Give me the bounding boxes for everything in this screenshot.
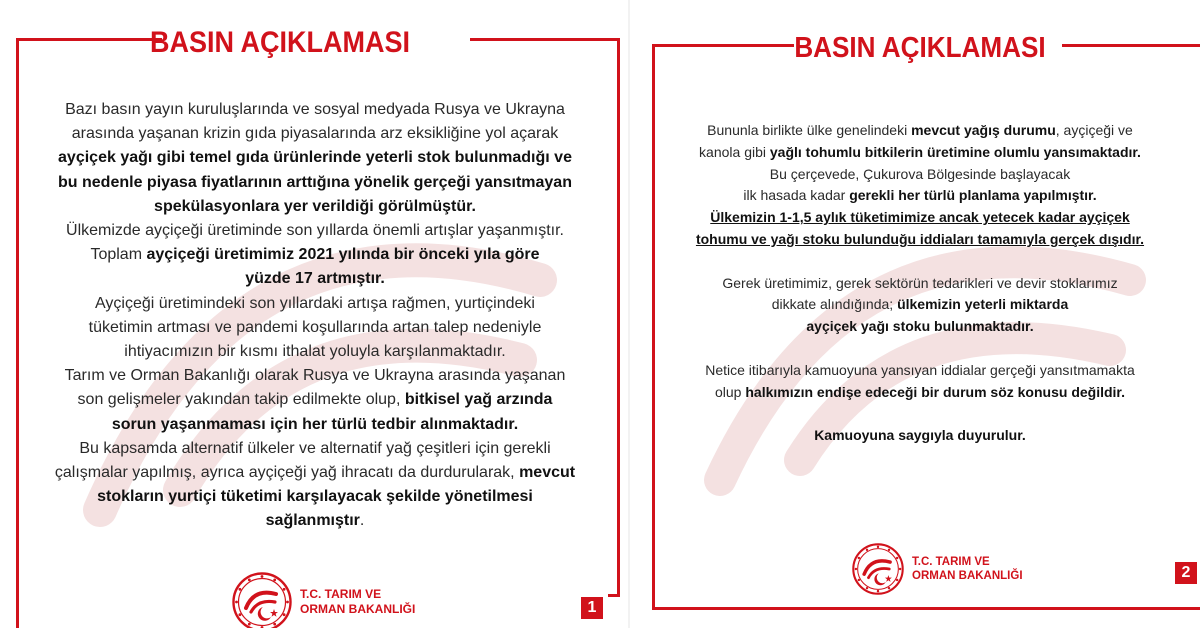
- text-line: [30, 171, 600, 195]
- page-title: BASIN AÇIKLAMASI: [794, 32, 1046, 64]
- text-line: [665, 382, 1175, 404]
- text-segment: Bununla birlikte ülke genelindeki: [707, 122, 912, 138]
- emphasized-text: stokların yurtiçi tüketimi karşılayacak şekilde yönetilmesi: [97, 488, 533, 506]
- text-segment: Bazı basın yayın kuruluşlarında ve sosyal medyada Rusya ve Ukrayna: [65, 101, 565, 118]
- ministry-name-line1: T.C. TARIM VE: [912, 555, 990, 568]
- text-segment: çalışmalar yapılmış, ayrıca ayçiçeği yağ ihracatı da durdurularak,: [54, 464, 520, 482]
- text-segment: olup: [715, 383, 746, 400]
- text-line: [30, 509, 600, 533]
- text-segment: ihtiyacımızın bir kısmı ithalat yoluyla karşılanmaktadır.: [124, 343, 506, 361]
- page-title: BASIN AÇIKLAMASI: [149, 26, 410, 59]
- text-line: [665, 360, 1175, 382]
- frame-top-left: [652, 44, 794, 47]
- emphasized-text: bitkisel yağ arzında: [404, 391, 553, 409]
- text-segment: kanola gibi: [699, 143, 770, 160]
- frame-right: [617, 38, 620, 594]
- text-line: [30, 292, 600, 316]
- text-segment: Netice itibarıyla kamuoyuna yansıyan iddialar gerçeği yansıtmamakta: [705, 361, 1135, 378]
- text-line: [30, 146, 600, 170]
- emphasized-text: ayçiçeği üretimimiz 2021 yılında bir önceki yıla göre: [146, 246, 540, 264]
- ministry-logo: [852, 543, 1023, 595]
- text-line: [665, 164, 1175, 186]
- text-line: [30, 485, 600, 509]
- frame-bottom-right: [608, 594, 620, 597]
- frame-left: [16, 38, 19, 628]
- text-segment: Gerek üretimimiz, gerek sektörün tedarikleri ve devir stoklarımız: [722, 274, 1118, 291]
- emphasized-text: ayçiçek yağı stoku bulunmaktadır.: [806, 318, 1034, 335]
- text-line: [30, 340, 600, 364]
- ministry-name-line2: ORMAN BAKANLIĞI: [300, 602, 416, 616]
- emphasized-text: Kamuoyuna saygıyla duyurulur.: [814, 427, 1026, 444]
- text-line: [665, 273, 1175, 295]
- paragraph-gap: [665, 403, 1175, 425]
- text-segment: arasında yaşanan krizin gıda piyasalarında arz eksikliğine yol açarak: [71, 125, 559, 143]
- text-segment: Bu çerçevede, Çukurova Bölgesinde başlayacak: [769, 165, 1071, 182]
- paragraph-gap: [665, 251, 1175, 273]
- frame-top-right: [1062, 44, 1200, 47]
- ministry-emblem-icon: [852, 543, 904, 595]
- frame-top-right: [470, 38, 620, 41]
- emphasized-text: mevcut: [519, 464, 576, 482]
- text-line: [665, 142, 1175, 164]
- text-line: [665, 120, 1175, 142]
- emphasized-text: Ülkemizin 1-1,5 aylık tüketimimize ancak yetecek kadar ayçiçek: [710, 209, 1130, 226]
- text-line: [30, 219, 600, 243]
- emphasized-text: bu nedenle piyasa fiyatlarının arttığına yönelik gerçeği yansıtmayan: [58, 173, 572, 191]
- text-line: [30, 243, 600, 267]
- page-number: 2: [1175, 562, 1197, 584]
- emphasized-text: ülkemizin yeterli miktarda: [897, 296, 1069, 313]
- emphasized-text: sorun yaşanmaması için her türlü tedbir alınmaktadır.: [111, 415, 519, 433]
- text-line: [30, 316, 600, 340]
- text-segment: Ayçiçeği üretimindeki son yıllardaki artışa rağmen, yurtiçindeki: [95, 294, 535, 312]
- text-segment: son gelişmeler yakından takip edilmekte olup,: [77, 391, 405, 409]
- ministry-logo: [232, 572, 415, 628]
- emphasized-text: ayçiçek yağı gibi temel gıda ürünlerinde yeterli stok bulunmadığı ve: [58, 149, 572, 167]
- ministry-name-line1: T.C. TARIM VE: [300, 587, 382, 601]
- text-line: [30, 413, 600, 437]
- text-line: [665, 207, 1175, 229]
- emphasized-text: mevcut yağış durumu: [911, 122, 1056, 138]
- text-line: [665, 425, 1175, 447]
- emphasized-text: gerekli her türlü planlama yapılmıştır.: [849, 187, 1097, 204]
- text-line: [665, 229, 1175, 251]
- text-line: [665, 185, 1175, 207]
- text-segment: , ayçiçeği ve: [1055, 122, 1133, 138]
- emphasized-text: yağlı tohumlu bitkilerin üretimine olumlu yansımaktadır.: [769, 143, 1141, 160]
- ministry-name-line2: ORMAN BAKANLIĞI: [912, 570, 1023, 582]
- text-line: [665, 316, 1175, 338]
- frame-bottom: [652, 607, 1200, 610]
- frame-left: [652, 44, 655, 610]
- text-segment: dikkate alındığında;: [771, 296, 898, 313]
- emphasized-text: spekülasyonlara yer verildiği görülmüştür.: [154, 197, 476, 215]
- text-segment: Bu kapsamda alternatif ülkeler ve alternatif yağ çeşitleri için gerekli: [79, 439, 551, 457]
- press-release-body: [30, 98, 600, 534]
- text-line: [30, 122, 600, 146]
- text-line: [30, 267, 600, 291]
- text-segment: ilk hasada kadar: [743, 187, 850, 204]
- text-line: [30, 388, 600, 412]
- text-segment: tüketimin artması ve pandemi koşullarında artan talep nedeniyle: [88, 318, 542, 336]
- text-line: [30, 364, 600, 388]
- text-segment: .: [359, 512, 365, 530]
- text-segment: Tarım ve Orman Bakanlığı olarak Rusya ve Ukrayna arasında yaşanan: [64, 367, 566, 385]
- emphasized-text: halkımızın endişe edeceği bir durum söz konusu değildir.: [745, 383, 1125, 400]
- text-line: [30, 195, 600, 219]
- text-segment: Ülkemizde ayçiçeği üretiminde son yıllarda önemli artışlar yaşanmıştır.: [66, 222, 564, 240]
- ministry-name: [912, 555, 1023, 584]
- text-line: [30, 437, 600, 461]
- press-release-page-2: [630, 0, 1200, 628]
- emphasized-text: yüzde 17 artmıştır.: [245, 270, 385, 288]
- text-segment: Toplam: [90, 246, 147, 264]
- ministry-emblem-icon: [232, 572, 292, 628]
- emphasized-text: sağlanmıştır: [265, 512, 360, 530]
- text-line: [665, 294, 1175, 316]
- text-line: [30, 98, 600, 122]
- page-number: 1: [581, 597, 603, 619]
- emphasized-text: tohumu ve yağı stoku bulunduğu iddiaları tamamıyla gerçek dışıdır.: [695, 230, 1145, 247]
- press-release-body: [665, 120, 1175, 447]
- text-line: [30, 461, 600, 485]
- ministry-name: [300, 587, 415, 617]
- paragraph-gap: [665, 338, 1175, 360]
